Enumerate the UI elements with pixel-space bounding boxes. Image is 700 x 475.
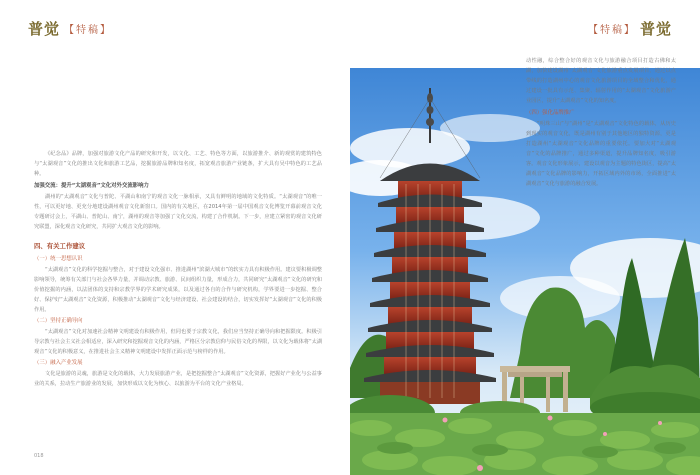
header-left [28,18,112,39]
section-tag: 【特稿】 [64,25,113,36]
paragraph: 湖州的“太湖观音”文化与普陀、平湖山和南宁的观音文化一脉相承，又具有鲜明的地域的文化特质。“太湖观音”的唯一性，可以更好地、更充分地建设湖州观音文化新窗口。国内的有关地区，在2014年第一届中国观音文化博览开幕前观音文化专题研讨会上，平湖山、普陀山、南宁，湖州的观音等加强了文化交流，构建了合作机制。下一步，应建立紧密的观音文化研究联盟，深化观音文化研究，共同扩大观音文化的影响。 [34,194,322,230]
paragraph: “太湖观音”文化对加速社会精神文明建设有积极作用，但同也要于宗教文化，我们应当坚持正确导向和把握限度。积极引导宗教与社会主义社会相适应，深入研究和挖掘观音文化的内涵，严格区分宗教信仰与民俗文化的界限，以文化为载体将“太湖观音”文化的积极意义，在推进社会主义精神文明建设中发挥正面示范与榜样的作用。 [34,329,323,355]
section-heading: 四、有关工作建议 [34,242,86,250]
page-number: 018 [34,453,44,459]
paragraph: 文化是旅游的灵魂，旅游是文化的载体，大力发展旅游产业，是把挖掘整合“太湖观音”文化资源，把握好产业化与公益事业的关系，拉动生产旅游业的发展，加快形成以文化为核心、以旅游为平台的文化产业格局。 [34,371,322,387]
subheading: 加强交流：提升“太湖观音”文化对外交流影响力 [34,183,149,189]
subsection-heading: （四）强化品牌推广 [526,110,575,116]
paragraph: 动性融，综合整合好的观音文化与旅游融合项目打造古佛和太湖，加快建设湖州“太湖观音”文化旅游重点发展项目，通过以点带线的打造湖州中心的观音文化旅游项目的全域整合和优化，通过建设一批具有示范、集聚、辐射作用的“太湖观音”文化旅游产业园区，提升“太湖观音”文化的知名度。 [526,58,676,104]
header-right [588,18,672,39]
section-tag: 【特稿】 [587,25,636,36]
paragraph: “明珠三山”与“湖州”是“太湖观音”文化特色的载体，从历史到现实的观音文化，既是湖州有别于其他地区的独特资源，更是打造湖州“太湖观音”文化品牌的重要依托。要加大对“太湖观音”文化的品牌推广，通过多种渠道，提升品牌知名度，吸引游客。观音文化形象展示，建设以观音为主题的特色街区，提高“太湖观音”文化品牌的影响力，开拓区域内外的市场，全面推进“太湖观音”文化与旅游的融合发展。 [526,121,676,187]
magazine-logo: 普觉 [28,20,61,38]
right-page [350,0,700,475]
subsection-heading: （三）融入产业发展 [34,360,83,366]
subsection-heading: （二）坚持正确导向 [34,318,83,324]
paragraph: “太湖观音”文化的科学挖掘与整合，对于建设文化强市、推进湖州“滨湖大城市”的软实力具有积极作用。建议要积极调整影响领导，统筹有关部门与社会各界力量，并调动宗教、旅游、民间组织力量，形成合力，共同研究“太湖观音”文化的研究和价值挖掘的内涵，以法团体的支持和宗教学界的学术研究成果，以及通过各自的合作与研究机构，学界要进一步挖掘、整合好、保护好“太湖观音”文化资源，积极推动“太湖观音”文化与经济建设、社会建设的结合，切实发挥好“太湖观音”文化的积极作用。 [34,267,322,313]
magazine-logo: 普觉 [639,20,672,38]
paragraph: 《纪念品》品牌，加强对旅游文化产品的研究和开发，以文化、工艺、特色等方面，以旅游推介、新的观赏的建筑特色与“太湖观音”文化的推出文化和旅游工艺品，挖掘旅游品牌和知名度，拓宽观音旅游产业链条，扩大具有吴中特色的工艺品种。 [34,151,322,177]
right-article-body [526,56,676,189]
left-article-body [34,149,322,389]
subsection-heading: （一）统一思想认识 [34,256,83,262]
